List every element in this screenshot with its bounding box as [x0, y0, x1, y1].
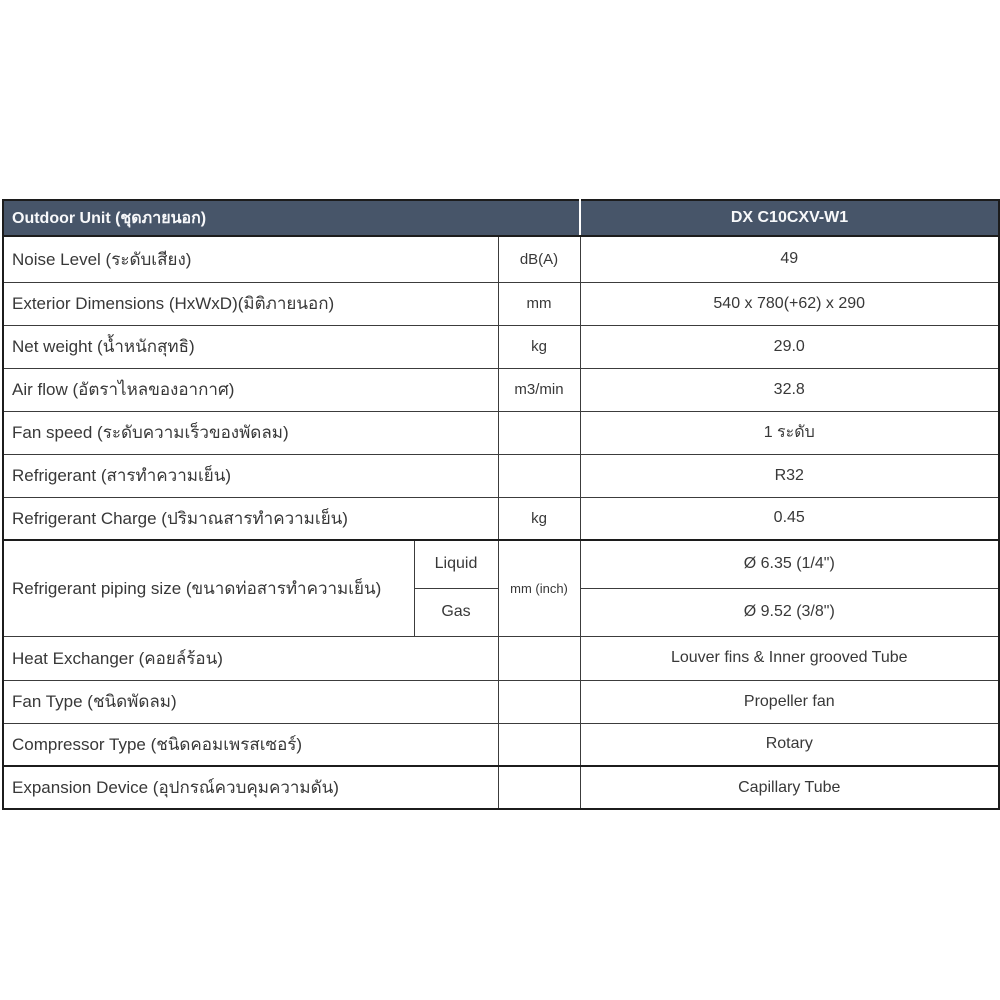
value-cell: 49 — [580, 236, 999, 282]
spec-row-piping-liquid — [3, 540, 999, 588]
spec-row-refrigerant-charge — [3, 497, 999, 540]
value-cell: Louver fins & Inner grooved Tube — [580, 636, 999, 680]
value-cell: 0.45 — [580, 497, 999, 540]
row-label: Fan Type (ชนิดพัดลม) — [3, 680, 498, 723]
piping-sub-label-gas: Gas — [414, 588, 498, 636]
unit-cell — [498, 411, 580, 454]
row-label: Compressor Type (ชนิดคอมเพรสเซอร์) — [3, 723, 498, 766]
value-cell: 540 x 780(+62) x 290 — [580, 282, 999, 325]
spec-row-air-flow — [3, 368, 999, 411]
value-cell: R32 — [580, 454, 999, 497]
unit-cell: mm — [498, 282, 580, 325]
value-cell: Rotary — [580, 723, 999, 766]
unit-cell — [498, 454, 580, 497]
spec-row-exterior-dimensions — [3, 282, 999, 325]
row-label: Refrigerant (สารทำความเย็น) — [3, 454, 498, 497]
row-label: Exterior Dimensions (HxWxD)(มิติภายนอก) — [3, 282, 498, 325]
outdoor-unit-spec-table — [2, 199, 1000, 810]
unit-cell — [498, 723, 580, 766]
spec-row-compressor-type — [3, 723, 999, 766]
model-name: DX C10CXV-W1 — [580, 200, 999, 236]
spec-row-expansion-device — [3, 766, 999, 809]
spec-row-noise-level — [3, 236, 999, 282]
unit-cell — [498, 680, 580, 723]
unit-cell: m3/min — [498, 368, 580, 411]
row-label: Refrigerant Charge (ปริมาณสารทำความเย็น) — [3, 497, 498, 540]
spec-row-heat-exchanger — [3, 636, 999, 680]
row-label: Air flow (อัตราไหลของอากาศ) — [3, 368, 498, 411]
row-label: Noise Level (ระดับเสียง) — [3, 236, 498, 282]
row-label: Fan speed (ระดับความเร็วของพัดลม) — [3, 411, 498, 454]
spec-row-refrigerant — [3, 454, 999, 497]
spec-row-net-weight — [3, 325, 999, 368]
unit-cell: dB(A) — [498, 236, 580, 282]
value-cell: 1 ระดับ — [580, 411, 999, 454]
value-cell: 32.8 — [580, 368, 999, 411]
value-cell: Capillary Tube — [580, 766, 999, 809]
value-cell: Ø 6.35 (1/4") — [580, 540, 999, 588]
unit-cell: mm (inch) — [498, 540, 580, 636]
unit-cell: kg — [498, 325, 580, 368]
unit-cell — [498, 636, 580, 680]
unit-cell: kg — [498, 497, 580, 540]
unit-cell — [498, 766, 580, 809]
row-label: Net weight (น้ำหนักสุทธิ) — [3, 325, 498, 368]
row-label: Heat Exchanger (คอยล์ร้อน) — [3, 636, 498, 680]
row-label: Expansion Device (อุปกรณ์ควบคุมความดัน) — [3, 766, 498, 809]
value-cell: Propeller fan — [580, 680, 999, 723]
spec-row-fan-speed — [3, 411, 999, 454]
value-cell: Ø 9.52 (3/8") — [580, 588, 999, 636]
table-title: Outdoor Unit (ชุดภายนอก) — [3, 200, 580, 236]
piping-sub-label-liquid: Liquid — [414, 540, 498, 588]
row-label: Refrigerant piping size (ขนาดท่อสารทำความเย็น) — [3, 540, 414, 636]
table-header-row — [3, 200, 999, 236]
spec-row-fan-type — [3, 680, 999, 723]
value-cell: 29.0 — [580, 325, 999, 368]
